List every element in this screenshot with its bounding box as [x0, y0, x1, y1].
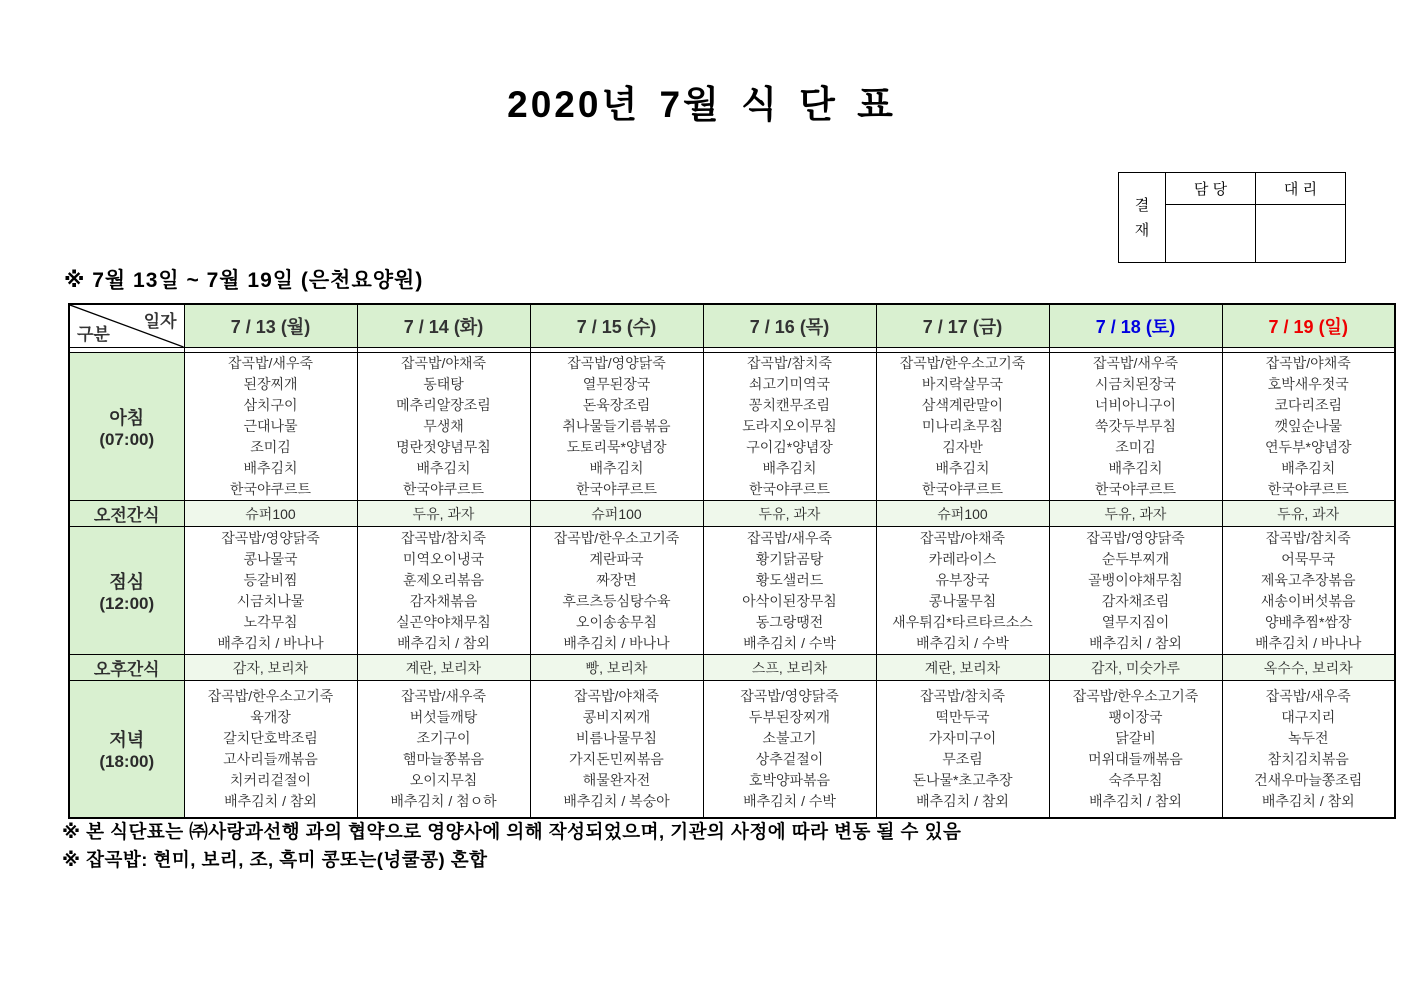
menu-item: 미역오이냉국 [402, 550, 485, 567]
menu-item: 녹두전 [1287, 729, 1329, 746]
menu-item: 배추김치 / 참외 [1261, 792, 1355, 809]
menu-item: 잡곡밥/새우죽 [746, 529, 833, 546]
menu-item: 명란젓양념무침 [396, 439, 491, 455]
menu-item: 등갈비찜 [243, 571, 298, 588]
menu-item: 잡곡밥/영양닭죽 [567, 355, 666, 371]
menu-item: 너비아니구이 [1094, 397, 1177, 413]
menu-item: 코다리조림 [1274, 397, 1343, 413]
menu-cell-breakfast-1 [357, 353, 530, 501]
menu-cell-dinner-3 [703, 681, 876, 818]
menu-item: 잡곡밥/새우죽 [1265, 687, 1351, 704]
menu-item: 배추김치 / 바나나 [1255, 634, 1362, 651]
menu-item: 비름나물무침 [575, 729, 658, 746]
approval-stamp-label [1119, 173, 1166, 263]
menu-item: 감자채조림 [1101, 592, 1170, 609]
menu-cell-dinner-2 [530, 681, 703, 818]
menu-item: 쇠고기미역국 [748, 376, 831, 392]
snack-cell-morning-snack-6: 두유, 과자 [1222, 501, 1395, 527]
day-header-6: 7 / 19 (일) [1222, 304, 1395, 348]
menu-item: 참치김치볶음 [1267, 750, 1349, 767]
menu-item: 소불고기 [762, 729, 817, 746]
menu-item: 배추김치 / 바나나 [563, 634, 670, 651]
menu-item: 김자반 [942, 439, 983, 455]
page-title: 2020년 7월 식 단 표 [507, 84, 896, 125]
corner-label-category: 구분 [77, 325, 110, 344]
menu-item: 어묵무국 [1281, 550, 1336, 567]
day-header-3: 7 / 16 (목) [703, 304, 876, 348]
menu-item: 배추김치 [416, 460, 471, 476]
menu-cell-breakfast-2 [530, 353, 703, 501]
menu-item: 건새우마늘쫑조림 [1254, 771, 1363, 788]
row-label-morning-snack: 오전간식 [69, 501, 184, 527]
approval-stamp-char-1: 결 [1134, 196, 1150, 214]
menu-cell-lunch-3 [703, 527, 876, 655]
menu-item: 순두부찌개 [1101, 550, 1170, 567]
menu-item: 바지락살무국 [921, 376, 1004, 392]
menu-item: 잡곡밥/영양닭죽 [1086, 529, 1185, 546]
menu-item: 잡곡밥/한우소고기죽 [207, 687, 334, 704]
menu-item: 잡곡밥/한우소고기죽 [899, 355, 1026, 371]
menu-table [68, 303, 1396, 819]
menu-item: 쑥갓두부무침 [1094, 418, 1177, 434]
snack-cell-afternoon-snack-4: 계란, 보리차 [876, 655, 1049, 681]
menu-item: 잡곡밥/영양닭죽 [221, 529, 320, 546]
row-label-dinner [69, 681, 184, 818]
menu-cell-breakfast-6 [1222, 353, 1395, 501]
menu-item: 갈치단호박조림 [223, 729, 318, 746]
menu-cell-lunch-0 [184, 527, 357, 655]
menu-item: 황도샐러드 [755, 571, 824, 588]
menu-item: 노각무침 [243, 613, 298, 630]
menu-item: 잡곡밥/야채죽 [919, 529, 1006, 546]
menu-item: 취나물들기름볶음 [562, 418, 671, 434]
row-label-lunch [69, 527, 184, 655]
snack-cell-morning-snack-0: 슈퍼100 [184, 501, 357, 527]
row-label-name: 아침 [109, 407, 145, 428]
menu-item: 후르츠등심탕수육 [562, 592, 671, 609]
row-label-time: (12:00) [99, 593, 155, 613]
menu-item: 조미김 [1115, 439, 1156, 455]
menu-item: 제육고추장볶음 [1260, 571, 1356, 588]
day-header-1: 7 / 14 (화) [357, 304, 530, 348]
menu-item: 팽이장국 [1108, 708, 1163, 725]
row-label-breakfast [69, 353, 184, 501]
menu-item: 배추김치 / 수박 [743, 792, 836, 809]
menu-item: 열무지짐이 [1101, 613, 1170, 630]
corner-label-date: 일자 [143, 312, 177, 331]
row-label-name: 저녁 [109, 729, 145, 750]
approval-col-deputy: 대 리 [1256, 173, 1346, 205]
menu-item: 닭갈비 [1115, 729, 1156, 746]
menu-item: 조기구이 [416, 729, 471, 746]
menu-cell-dinner-1 [357, 681, 530, 818]
menu-item: 도라지오이무침 [742, 418, 837, 434]
menu-item: 배추김치 / 참외 [224, 792, 317, 809]
menu-item: 콩나물무침 [928, 592, 997, 609]
menu-item: 잡곡밥/한우소고기죽 [553, 529, 680, 546]
menu-item: 상추겉절이 [755, 750, 824, 767]
menu-item: 잡곡밥/야채죽 [400, 355, 487, 371]
menu-item: 돈육장조림 [582, 397, 651, 413]
menu-cell-dinner-0 [184, 681, 357, 818]
menu-item: 된장찌개 [243, 376, 298, 392]
menu-cell-breakfast-4 [876, 353, 1049, 501]
menu-item: 콩나물국 [243, 550, 298, 567]
menu-cell-lunch-4 [876, 527, 1049, 655]
menu-item: 시금치된장국 [1094, 376, 1177, 392]
menu-item: 도토리묵*양념장 [566, 439, 667, 455]
day-header-0: 7 / 13 (월) [184, 304, 357, 348]
menu-item: 콩비지찌개 [582, 708, 651, 725]
menu-item: 햄마늘쫑볶음 [402, 750, 485, 767]
menu-item: 황기닭곰탕 [755, 550, 824, 567]
menu-item: 두부된장찌개 [748, 708, 831, 725]
snack-cell-afternoon-snack-3: 스프, 보리차 [703, 655, 876, 681]
corner-cell [69, 304, 184, 348]
menu-item: 한국야쿠르트 [1094, 481, 1177, 497]
snack-cell-morning-snack-3: 두유, 과자 [703, 501, 876, 527]
menu-item: 배추김치 [589, 460, 644, 476]
menu-cell-lunch-1 [357, 527, 530, 655]
approval-col-manager: 담 당 [1166, 173, 1256, 205]
menu-item: 삼색계란말이 [921, 397, 1004, 413]
menu-cell-lunch-5 [1049, 527, 1222, 655]
day-header-5: 7 / 18 (토) [1049, 304, 1222, 348]
menu-item: 잡곡밥/야채죽 [1265, 355, 1351, 371]
menu-item: 잡곡밥/새우죽 [227, 355, 314, 371]
menu-item: 짜장면 [596, 571, 637, 588]
menu-item: 잡곡밥/참치죽 [400, 529, 487, 546]
menu-item: 메추리알장조림 [396, 397, 491, 413]
menu-item: 근대나물 [243, 418, 298, 434]
menu-item: 배추김치 / 첨ㅇ하 [390, 792, 497, 809]
menu-item: 무조림 [942, 750, 983, 767]
menu-item: 아삭이된장무침 [742, 592, 837, 609]
menu-item: 실곤약야채무침 [396, 613, 491, 630]
day-header-2: 7 / 15 (수) [530, 304, 703, 348]
menu-item: 배추김치 / 참외 [1089, 634, 1182, 651]
menu-item: 잡곡밥/참치죽 [1265, 529, 1351, 546]
menu-item: 버섯들깨탕 [409, 708, 478, 725]
menu-item: 구이김*양념장 [746, 439, 833, 455]
menu-item: 해물완자전 [582, 771, 651, 788]
approval-signature-manager [1166, 205, 1256, 263]
snack-cell-morning-snack-2: 슈퍼100 [530, 501, 703, 527]
menu-item: 미나리초무침 [921, 418, 1004, 434]
menu-item: 배추김치 [1281, 460, 1336, 476]
menu-item: 시금치나물 [236, 592, 305, 609]
menu-item: 꽁치캔무조림 [748, 397, 831, 413]
footer-note-1: ※ 본 식단표는 ㈜사랑과선행 과의 협약으로 영양사에 의해 작성되었으며, 기관의 사정에 따라 변동 될 수 있음 [62, 821, 962, 842]
snack-cell-afternoon-snack-6: 옥수수, 보리차 [1222, 655, 1395, 681]
menu-item: 배추김치 / 수박 [916, 634, 1009, 651]
menu-cell-lunch-6 [1222, 527, 1395, 655]
menu-item: 계란파국 [589, 550, 644, 567]
menu-item: 배추김치 [762, 460, 817, 476]
menu-item: 고사리들깨볶음 [223, 750, 318, 767]
menu-item: 잡곡밥/참치죽 [746, 355, 833, 371]
menu-item: 육개장 [250, 708, 291, 725]
menu-item: 배추김치 [243, 460, 298, 476]
snack-cell-morning-snack-1: 두유, 과자 [357, 501, 530, 527]
menu-item: 가지돈민찌볶음 [569, 750, 664, 767]
menu-item: 삼치구이 [243, 397, 298, 413]
menu-cell-breakfast-5 [1049, 353, 1222, 501]
menu-item: 잡곡밥/새우죽 [400, 687, 487, 704]
menu-item: 새우튀김*타르타르소스 [892, 613, 1033, 630]
approval-box [1118, 172, 1346, 263]
menu-cell-breakfast-0 [184, 353, 357, 501]
menu-item: 치커리겉절이 [229, 771, 312, 788]
menu-item: 잡곡밥/참치죽 [919, 687, 1006, 704]
menu-item: 오이송송무침 [575, 613, 658, 630]
menu-item: 배추김치 / 참외 [1089, 792, 1182, 809]
menu-item: 한국야쿠르트 [229, 481, 312, 497]
week-range-subtitle: ※ 7월 13일 ~ 7월 19일 (은천요양원) [64, 269, 424, 292]
row-label-time: (07:00) [99, 429, 155, 449]
snack-cell-afternoon-snack-5: 감자, 미숫가루 [1049, 655, 1222, 681]
footer-notes [62, 818, 961, 874]
row-label-time: (18:00) [99, 751, 155, 771]
menu-item: 양배추찜*쌈장 [1264, 613, 1352, 630]
menu-item: 감자채볶음 [409, 592, 478, 609]
menu-item: 배추김치 / 복숭아 [563, 792, 670, 809]
snack-cell-afternoon-snack-2: 빵, 보리차 [530, 655, 703, 681]
menu-item: 배추김치 [1108, 460, 1163, 476]
menu-item: 가자미구이 [928, 729, 997, 746]
menu-item: 잡곡밥/한우소고기죽 [1072, 687, 1199, 704]
menu-cell-dinner-5 [1049, 681, 1222, 818]
approval-signature-deputy [1256, 205, 1346, 263]
menu-item: 떡만두국 [935, 708, 990, 725]
footer-note-2: ※ 잡곡밥: 현미, 보리, 조, 흑미 콩또는(넝쿨콩) 혼합 [62, 849, 488, 870]
menu-item: 돈나물*초고추장 [912, 771, 1013, 788]
approval-stamp-char-2: 재 [1134, 221, 1150, 239]
menu-item: 한국야쿠르트 [575, 481, 658, 497]
menu-cell-dinner-4 [876, 681, 1049, 818]
menu-item: 대구지리 [1281, 708, 1336, 725]
menu-item: 한국야쿠르트 [921, 481, 1004, 497]
menu-item: 잡곡밥/야채죽 [573, 687, 660, 704]
snack-cell-afternoon-snack-1: 계란, 보리차 [357, 655, 530, 681]
menu-cell-dinner-6 [1222, 681, 1395, 818]
menu-item: 잡곡밥/영양닭죽 [740, 687, 839, 704]
menu-item: 숙주무침 [1108, 771, 1163, 788]
menu-item: 오이지무침 [409, 771, 478, 788]
menu-item: 배추김치 [935, 460, 990, 476]
menu-item: 골뱅이야채무침 [1088, 571, 1183, 588]
menu-cell-breakfast-3 [703, 353, 876, 501]
menu-item: 배추김치 / 참외 [916, 792, 1009, 809]
menu-item: 열무된장국 [582, 376, 651, 392]
menu-item: 잡곡밥/새우죽 [1092, 355, 1179, 371]
menu-item: 동그랑땡전 [755, 613, 824, 630]
menu-item: 조미김 [250, 439, 291, 455]
menu-item: 호박양파볶음 [748, 771, 831, 788]
menu-item: 깻잎순나물 [1274, 418, 1343, 434]
menu-item: 한국야쿠르트 [402, 481, 485, 497]
menu-item: 새송이버섯볶음 [1260, 592, 1356, 609]
menu-item: 연두부*양념장 [1264, 439, 1352, 455]
menu-item: 무생채 [423, 418, 464, 434]
menu-item: 호박새우젓국 [1267, 376, 1349, 392]
snack-cell-afternoon-snack-0: 감자, 보리차 [184, 655, 357, 681]
menu-item: 배추김치 / 수박 [743, 634, 836, 651]
menu-item: 배추김치 / 바나나 [217, 634, 324, 651]
row-label-name: 점심 [109, 571, 145, 592]
menu-item: 한국야쿠르트 [1267, 481, 1349, 497]
day-header-4: 7 / 17 (금) [876, 304, 1049, 348]
snack-cell-morning-snack-5: 두유, 과자 [1049, 501, 1222, 527]
menu-item: 머위대들깨볶음 [1088, 750, 1183, 767]
menu-item: 훈제오리볶음 [402, 571, 485, 588]
menu-cell-lunch-2 [530, 527, 703, 655]
menu-item: 한국야쿠르트 [748, 481, 831, 497]
menu-item: 카레라이스 [928, 550, 997, 567]
menu-item: 동태탕 [423, 376, 464, 392]
menu-item: 유부장국 [935, 571, 990, 588]
row-label-afternoon-snack: 오후간식 [69, 655, 184, 681]
snack-cell-morning-snack-4: 슈퍼100 [876, 501, 1049, 527]
menu-item: 배추김치 / 참외 [397, 634, 490, 651]
